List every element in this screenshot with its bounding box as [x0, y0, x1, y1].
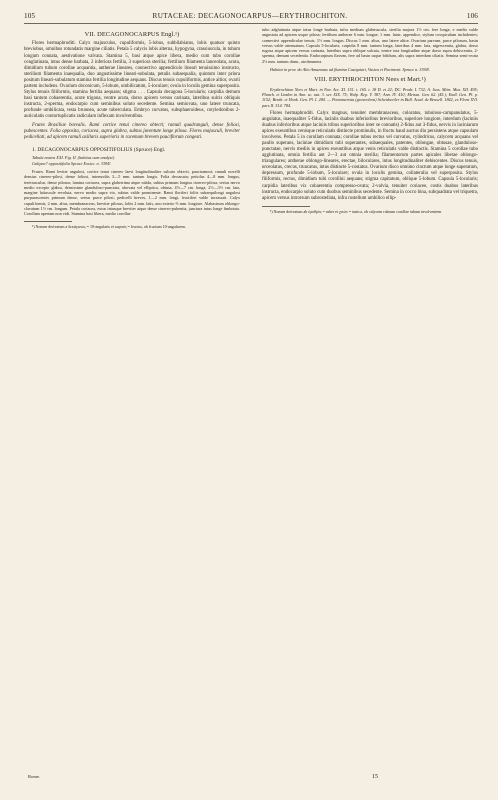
- genus-heading-erythrochiton: VIII. ERYTHROCHITON Nees et Mart.¹): [314, 76, 426, 84]
- plate-reference: Tabula nostra XXI. Fig. II. (habitus cum analysi).: [32, 155, 116, 161]
- page-number-right: 106: [466, 12, 478, 20]
- species-description-continued: tubo adglutinata atque intus longe barbata, infra medium glabriuscula, sterilia majora 1½ cm. fere longa, e medio valde angustata ad apicem usque pilosa; fertilium antherae 6 mm. longae, 1 mm. latae, appendice, stylum cosspiculum includentes; connectivi appendiculae tenuis, 1½ mm. longus. Discus 1 mm. altus, uno latere altior. Ovarium parvum, parce pilosum, basin versus valde attenuatum. Capsula 5-locularis; carpidia 8 mm. tantum longa, lateribus 4 mm. lata, nigrescentia, glabra, dorso rugosa atque apicem versus carinata, lateribus supra oblique sulcata, ventre tota longitudine atque dorso supra dehiscentia, 2-sperma, demum secedentia. Endocarpium flavum, fere ad basin usque bifidum, alis supra interdum ciliatis. Semina semi-ovata 2½ mm. tantum diam., atrobrunnea.: [262, 27, 478, 64]
- habitat-note: Habitat in prov. do Alto Amazonas ad flumina Casiquiari, Vasiva et Pacimoni: Spruce n. 3394!.: [270, 67, 431, 73]
- genus-habit-note: Frutex Brasiliae borealis. Rami cortice tenui cinereo obtecti; ramuli quadranguli, dense foliosi, pubescentes. Folia opposita, coriacea, supra glabra, subtus juventute longe pilosa. Flores majusculi, breviter pedicellati, ad apicem ramuli axillaris superioris in racemum brevem pauciflorum congesti.: [24, 123, 240, 141]
- page-number-left: 105: [24, 12, 36, 20]
- left-column: [24, 27, 240, 229]
- page: [20, 12, 480, 784]
- genus-description: Flores hermaphroditi. Calyx majusculus, cupuliformis, 5-lobus, subbilabiatus, lobis quatuor quinto breviobus, omnibus rotundatis margine ciliatis. Petala 5 calycis lobis alterna, hypogyna, crassiuscula, in tubum longum connata, aestivatione valvata. Stamina 5, basi atque apice libera, medio cum tubo corollae conglutinata, intus dense barbata, 2 inferiora fertilia, 3 superiora sterilia; fertilium filamenta lanceolata, acuta, dimidium tubum corollae acquantia, antherae lineares, connectivo appendiculo lineari tenuissimo instructo, sterilium filamenta inaequalia, duo angustissime lineari-subulata, petalis subaequalia, quintum inter priora positum lineari-subulatum stamina fertilia longitudine aequans. Discus tenuis cupuliformis, antice altior, ovarii partem includens. Ovarium obconicum, 5-lobum, umbilicatum, 5-loculare; ovula in loculis gemina superposita. Stylus tenuis filiformis, stamina fertilia aequans; stigma . . . Capsula decagona 5-locularis; carpidia demum basi tantum cohaerentia, acute trigona, ventre acuta, dorso apicem versus carinata, lateribus sulcis obliquis instructa, 2-sperma, endocarpio cum seminibus soluto secedente. Semina semiovata, uno latere truncata, profunde umbilicata, testa brunnea, acute tuberculata. Embryo curvatus, subsphaeroideus, cotyledonibus 2-auriculatis contortuplicatis radiculam inflexam involventibus.: [24, 41, 240, 119]
- signature-mark: 15: [372, 774, 378, 780]
- footnote-rule: [24, 221, 72, 222]
- footnote-left: ¹) Nomen derivatum a δεκάγωνος = 10-angularis et καρπός = fructus, ob fructum 10-angularem.: [32, 223, 186, 229]
- imprint-place: Rome.: [28, 774, 41, 779]
- synonym: Galipea? oppositifolia Spruce Exsicc. n. 3394!.: [32, 160, 112, 166]
- footnote-right: ¹) Nomen derivatum ab ἐρυθρός = ruber et χιτών = tunica, ob calycem rubrum corollae tubum involventem.: [270, 208, 443, 214]
- footnote-rule: [262, 206, 310, 207]
- genus-heading-decagonocarpus: VII. DECAGONOCARPUS Engl.¹): [84, 31, 180, 38]
- species-description: Frutex. Rami leviter angulosi, cortice tenui cinereo laevi longitudinaliter sulcato obtecti, pauciramosi; ramuli novelli densius cinereo-pilosi, dense foliosi, internodiis 3—5 mm. tantum longis. Folia decussata; petiolus 4—8 mm. longus, teretiusculus, dense pilosus; lamina coriacea, supra glaberrima atque nitida, subtus primum longius cinereo-pilosa, serius nervo medio excepto glabra, densissime glanduloso-punctata, obovata vel elliptica, obtusa, 4½—7 cm. longa, 2½—3½ cm. lata, margine latiuscule revoluta, nervo medio supra vix, subtus valde prominente. Rami floriferi foliis subaequilongi angulosi purpurascentes primum dense, serius parce pilosi; pedicelli breves, 1—2 mm. longi, fructiferi valde incrassati. Calyx cupuliformis, 2 mm. altus, membranaceus, breviter pilosus, lobis 2 mm. latis, uno exterio ⅔ mm. longiore. Alabastrum oblongo-clavatum 1½ cm. longum. Petala coriacea, extus intusque breviter atque dense cinereo-pubentia, junctura intus longe fimbriata. Corollam apertam non vidi. Stamina basi libera, medio corollae: [24, 168, 240, 217]
- right-column: [262, 27, 478, 214]
- erythrochiton-description: Flores hermaphroditi. Calyx magnus, tenuiter membranaceus, coloratus, tubuloso-campanulatus, 5-angulatus, inaequaliter 5-fidus, laciniis duabus inferioribus brevioribus, superiore longiore, interdum (laciniis duabus inferioribus atque laciniis tribus superioribus inter se connatis) 2-fidus aut 3-fidus, nervis in laciniarum apices exeuntibus venisque reticulatis distincte prominulis, in fructu haud auctus diu persistens atque capsulam involvens. Petala 5 in corollam connata; corollae tubus rectus vel curvatus, cylindricus, calycem acquans vel paullo superans, laciniae dimidium tubi superantes, subaequales, patentes, oblongae, obtusae, glanduloso-punctatae, nervis mediis in apices exeuntibus atque venis reticulatis valde distinctis. Stamina 5 corollae tubo agglutinata, omnia fertilia aut 2—3 aut omnia sterilia; filamentorum partes apicales liberae oblongo-triangulares; antherae oblongo-lineares, erectae, biloculares, intus longitudinaliter dehiscentes. Discus tenuis, urceolatus, crecus, truncatus, intus distincte 5-costatus. Ovarium disco omnino cinctum atque longe superatum, depressum, profunde 5-lobum, 5-loculare; ovula in loculis gemina, collateralia vel superposita. Stylus filiformis, rectus, dimidium tubi corollini aequans; stigma capitatum, oblique 5-lobum. Capsula 5-locularis; carpidia lateribus vix cohaerentia compresso-ovata; 2-valvia, tenuiter coriacee, costis duabus lateribus instructa, endocarpio soluto cum duobus seminibus secedente. Semina in cocco bina, subquadrata vel triquetra, apicem versus introrsum subrostellata, infra rostellum umbilico ellip-: [262, 110, 478, 201]
- species-heading: 1. DECAGONOCARPUS OPPOSITIFOLIUS (Spruce) Engl.: [32, 147, 166, 154]
- literature-references: Erythrochiton Nees et Mart. in Nov. Act. XI. 151. t. 165. t. 18 D. et 22; DC. Prodr. I. 732; A. Juss. Mém. Mus. XII. 495; Planch. et Linden in Ann. sc. nat. 3. ser. XIX. 75; Walp. Rep. V. 387; Ann. IV. 410; Meissn. Gen. 62. (45.); Endl. Gen. Pl. p. 1152; Benth. et Hook. Gen. Pl. I. 284. — Pentamerista (graveolens) Scheidweiler in Bull. Acad. de Bruxell. 1842, ex Flora XVI. pars II. 514. 784.: [262, 86, 478, 108]
- running-title: RUTACEAE: DECAGONOCARPUS—ERYTHROCHITON.: [152, 12, 348, 20]
- header-rule: [24, 23, 478, 24]
